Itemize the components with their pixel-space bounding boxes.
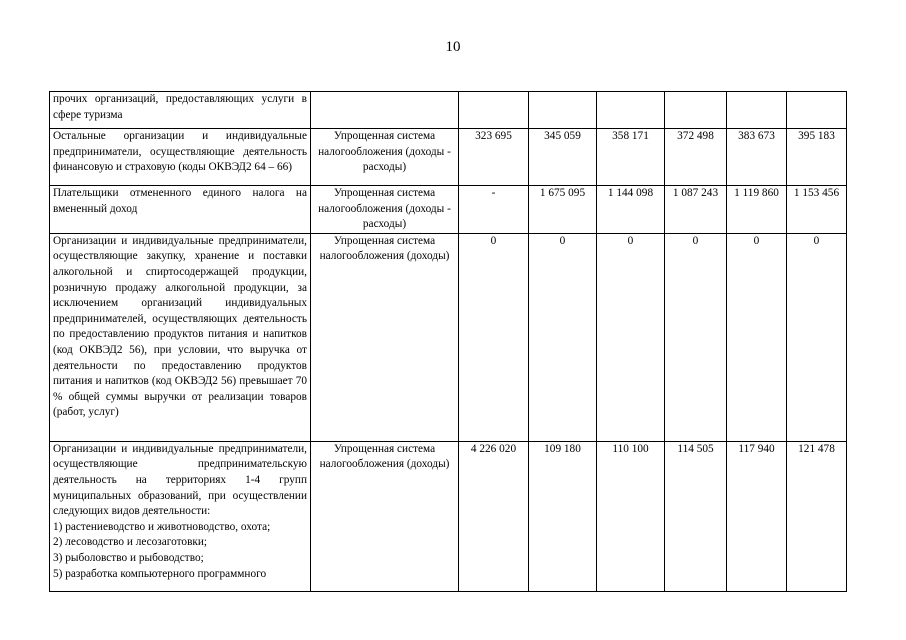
row-value: 4 226 020 bbox=[459, 441, 529, 591]
row-value: 395 183 bbox=[787, 129, 847, 186]
row-value: - bbox=[459, 186, 529, 234]
row-value: 1 087 243 bbox=[665, 186, 727, 234]
table-row bbox=[50, 186, 847, 234]
row-description: Организации и индивидуальные предприниматели, осуществляющие закупку, хранение и поставки алкогольной и спиртосодержащей продукции, розничную продажу алкогольной продукции, за исключением организаций индивидуальных предпринимателей, осуществляющих деятельность по предоставлению продуктов питания и напитков (код ОКВЭД2 56), при условии, что выручка от деятельности по предоставлению продуктов питания и напитков (код ОКВЭД2 56) превышает 70 % общей суммы выручки от реализации товаров (работ, услуг) bbox=[50, 233, 311, 441]
row-tax-system: Упрощенная система налогообложения (доходы) bbox=[311, 441, 459, 591]
row-description-intro: Организации и индивидуальные предприниматели, осуществляющие предпринимательскую деятельность на территориях 1-4 групп муниципальных образований, при осуществлении следующих видов деятельности: bbox=[53, 442, 307, 518]
row-value bbox=[665, 92, 727, 129]
row-value: 345 059 bbox=[529, 129, 597, 186]
row-tax-system: Упрощенная система налогообложения (доходы - расходы) bbox=[311, 129, 459, 186]
row-value: 1 144 098 bbox=[597, 186, 665, 234]
row-value: 0 bbox=[529, 233, 597, 441]
row-value: 114 505 bbox=[665, 441, 727, 591]
row-tax-system: Упрощенная система налогообложения (доходы) bbox=[311, 233, 459, 441]
table-row bbox=[50, 441, 847, 591]
row-value: 1 119 860 bbox=[727, 186, 787, 234]
table-row bbox=[50, 92, 847, 129]
row-value: 323 695 bbox=[459, 129, 529, 186]
table-row bbox=[50, 129, 847, 186]
activity-item: 3) рыболовство и рыбоводство; bbox=[53, 551, 204, 564]
row-value: 110 100 bbox=[597, 441, 665, 591]
row-value: 0 bbox=[459, 233, 529, 441]
row-value bbox=[787, 92, 847, 129]
row-value: 1 675 095 bbox=[529, 186, 597, 234]
tax-data-table bbox=[49, 91, 847, 592]
row-description: прочих организаций, предоставляющих услуги в сфере туризма bbox=[50, 92, 311, 129]
activity-item: 2) лесоводство и лесозаготовки; bbox=[53, 536, 208, 549]
row-value: 0 bbox=[665, 233, 727, 441]
row-tax-system bbox=[311, 92, 459, 129]
row-value: 109 180 bbox=[529, 441, 597, 591]
row-value: 117 940 bbox=[727, 441, 787, 591]
row-value bbox=[597, 92, 665, 129]
row-tax-system: Упрощенная система налогообложения (доходы - расходы) bbox=[311, 186, 459, 234]
row-description: Остальные организации и индивидуальные предприниматели, осуществляющие деятельность финансовую и страховую (коды ОКВЭД2 64 – 66) bbox=[50, 129, 311, 186]
row-description bbox=[50, 441, 311, 591]
activity-item: 5) разработка компьютерного программного bbox=[53, 567, 267, 580]
row-value: 121 478 bbox=[787, 441, 847, 591]
table-row bbox=[50, 233, 847, 441]
row-value: 358 171 bbox=[597, 129, 665, 186]
row-value: 1 153 456 bbox=[787, 186, 847, 234]
activity-item: 1) растениеводство и животноводство, охота; bbox=[53, 520, 271, 533]
row-value: 372 498 bbox=[665, 129, 727, 186]
row-value bbox=[727, 92, 787, 129]
page-number: 10 bbox=[445, 39, 461, 55]
row-value bbox=[459, 92, 529, 129]
row-value bbox=[529, 92, 597, 129]
row-value: 0 bbox=[727, 233, 787, 441]
row-value: 0 bbox=[597, 233, 665, 441]
row-description: Плательщики отмененного единого налога на вмененный доход bbox=[50, 186, 311, 234]
row-value: 383 673 bbox=[727, 129, 787, 186]
row-value: 0 bbox=[787, 233, 847, 441]
